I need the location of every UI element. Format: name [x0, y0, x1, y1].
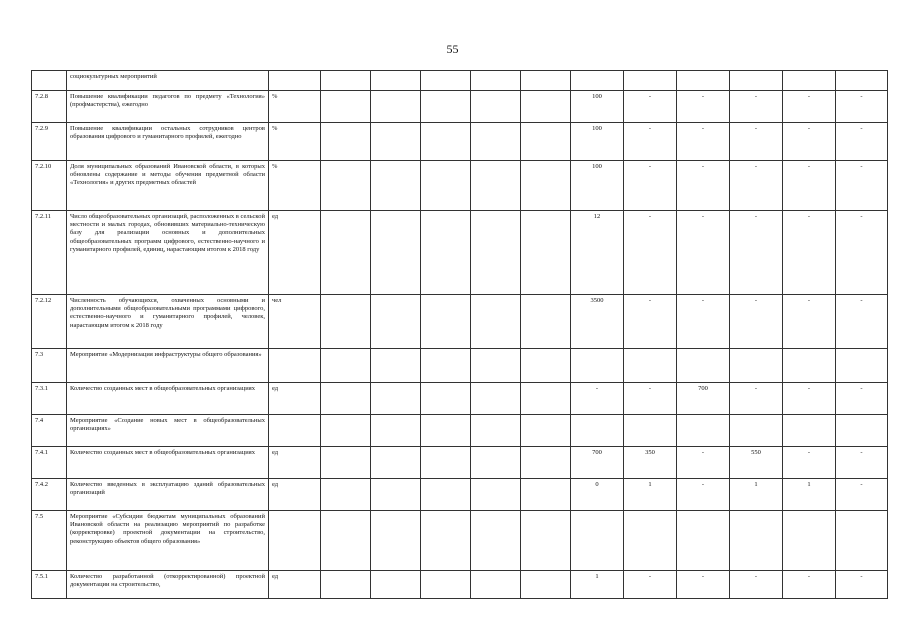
- empty-cell: [521, 571, 571, 599]
- row-value-cell: -: [836, 479, 888, 511]
- row-value-cell: -: [571, 383, 624, 415]
- empty-cell: [521, 161, 571, 211]
- empty-cell: [471, 415, 521, 447]
- empty-cell: [321, 447, 371, 479]
- empty-cell: [421, 349, 471, 383]
- row-code-cell: 7.3: [32, 349, 67, 383]
- empty-cell: [521, 123, 571, 161]
- row-value-cell: [624, 511, 677, 571]
- table-row: [32, 71, 888, 91]
- row-code-cell: 7.2.11: [32, 211, 67, 295]
- row-code-cell: 7.2.12: [32, 295, 67, 349]
- row-value-cell: -: [677, 571, 730, 599]
- empty-cell: [471, 161, 521, 211]
- row-unit-cell: ед: [269, 479, 321, 511]
- empty-cell: [421, 161, 471, 211]
- row-value-cell: 1: [571, 571, 624, 599]
- empty-cell: [471, 511, 521, 571]
- empty-cell: [471, 211, 521, 295]
- row-description-cell: социокультурных мероприятий: [67, 71, 269, 91]
- row-value-cell: 0: [571, 479, 624, 511]
- empty-cell: [321, 295, 371, 349]
- empty-cell: [521, 511, 571, 571]
- row-value-cell: -: [783, 123, 836, 161]
- empty-cell: [321, 91, 371, 123]
- row-value-cell: -: [624, 161, 677, 211]
- row-value-cell: 350: [624, 447, 677, 479]
- row-value-cell: -: [730, 383, 783, 415]
- row-value-cell: [783, 71, 836, 91]
- row-value-cell: [836, 71, 888, 91]
- row-code-cell: 7.2.10: [32, 161, 67, 211]
- row-value-cell: -: [836, 383, 888, 415]
- table-row: [32, 571, 888, 599]
- empty-cell: [371, 211, 421, 295]
- empty-cell: [371, 447, 421, 479]
- row-description-cell: Численность обучающихся, охваченных основными и дополнительными общеобразовательными программами цифрового, естественно-научного и гуманитарного профилей, человек, нарастающим итогом к 2018 году: [67, 295, 269, 349]
- table-row: [32, 383, 888, 415]
- row-unit-cell: ед: [269, 447, 321, 479]
- row-unit-cell: ед: [269, 383, 321, 415]
- empty-cell: [521, 295, 571, 349]
- row-value-cell: [677, 415, 730, 447]
- row-value-cell: -: [677, 295, 730, 349]
- empty-cell: [421, 479, 471, 511]
- empty-cell: [471, 71, 521, 91]
- empty-cell: [421, 415, 471, 447]
- row-value-cell: 100: [571, 91, 624, 123]
- row-description-cell: Повышение квалификации педагогов по предмету «Технология» (профмастерства), ежегодно: [67, 91, 269, 123]
- row-code-cell: 7.4.1: [32, 447, 67, 479]
- empty-cell: [321, 479, 371, 511]
- row-code-cell: 7.3.1: [32, 383, 67, 415]
- row-description-cell: Доля муниципальных образований Ивановской области, в которых обновлены содержание и методы обучения предметной области «Технология» и других предметных областей: [67, 161, 269, 211]
- row-description-cell: Количество введенных в эксплуатацию зданий образовательных организаций: [67, 479, 269, 511]
- row-value-cell: -: [677, 211, 730, 295]
- row-value-cell: -: [836, 123, 888, 161]
- empty-cell: [371, 91, 421, 123]
- row-value-cell: 100: [571, 161, 624, 211]
- row-code-cell: 7.2.8: [32, 91, 67, 123]
- row-unit-cell: %: [269, 123, 321, 161]
- row-value-cell: [624, 71, 677, 91]
- table-row: [32, 161, 888, 211]
- row-code-cell: 7.4.2: [32, 479, 67, 511]
- empty-cell: [471, 349, 521, 383]
- row-value-cell: -: [624, 295, 677, 349]
- row-value-cell: -: [783, 295, 836, 349]
- row-unit-cell: [269, 349, 321, 383]
- row-value-cell: -: [730, 211, 783, 295]
- row-unit-cell: [269, 415, 321, 447]
- row-value-cell: 700: [571, 447, 624, 479]
- row-unit-cell: [269, 71, 321, 91]
- empty-cell: [421, 91, 471, 123]
- table-row: [32, 479, 888, 511]
- row-value-cell: -: [677, 123, 730, 161]
- table-row: [32, 91, 888, 123]
- empty-cell: [471, 295, 521, 349]
- row-value-cell: [730, 511, 783, 571]
- row-value-cell: -: [730, 571, 783, 599]
- empty-cell: [471, 447, 521, 479]
- empty-cell: [371, 511, 421, 571]
- empty-cell: [521, 383, 571, 415]
- row-value-cell: 1: [624, 479, 677, 511]
- row-value-cell: [836, 349, 888, 383]
- row-unit-cell: ед: [269, 571, 321, 599]
- empty-cell: [321, 71, 371, 91]
- row-value-cell: [783, 511, 836, 571]
- row-value-cell: [783, 415, 836, 447]
- empty-cell: [371, 349, 421, 383]
- row-value-cell: -: [730, 91, 783, 123]
- row-description-cell: Повышение квалификации остальных сотрудников центров образования цифрового и гуманитарного профилей, ежегодно: [67, 123, 269, 161]
- table-row: [32, 295, 888, 349]
- empty-cell: [371, 571, 421, 599]
- row-value-cell: [571, 349, 624, 383]
- row-value-cell: 1: [783, 479, 836, 511]
- row-value-cell: -: [730, 295, 783, 349]
- row-value-cell: 550: [730, 447, 783, 479]
- table-row: [32, 211, 888, 295]
- row-value-cell: -: [624, 383, 677, 415]
- empty-cell: [421, 211, 471, 295]
- empty-cell: [421, 295, 471, 349]
- empty-cell: [421, 571, 471, 599]
- empty-cell: [371, 415, 421, 447]
- row-unit-cell: %: [269, 91, 321, 123]
- row-code-cell: 7.2.9: [32, 123, 67, 161]
- row-value-cell: [677, 71, 730, 91]
- empty-cell: [321, 211, 371, 295]
- row-value-cell: -: [783, 571, 836, 599]
- table-row: [32, 447, 888, 479]
- row-value-cell: -: [783, 447, 836, 479]
- empty-cell: [371, 295, 421, 349]
- empty-cell: [371, 383, 421, 415]
- empty-cell: [321, 511, 371, 571]
- row-value-cell: -: [783, 383, 836, 415]
- row-value-cell: -: [677, 479, 730, 511]
- row-value-cell: -: [836, 161, 888, 211]
- empty-cell: [321, 123, 371, 161]
- row-unit-cell: %: [269, 161, 321, 211]
- empty-cell: [371, 123, 421, 161]
- row-value-cell: -: [624, 571, 677, 599]
- row-value-cell: -: [677, 91, 730, 123]
- empty-cell: [471, 383, 521, 415]
- indicators-table: [31, 70, 888, 599]
- empty-cell: [421, 383, 471, 415]
- row-value-cell: [571, 511, 624, 571]
- row-value-cell: 12: [571, 211, 624, 295]
- row-value-cell: 3500: [571, 295, 624, 349]
- empty-cell: [421, 123, 471, 161]
- row-value-cell: -: [677, 161, 730, 211]
- empty-cell: [521, 349, 571, 383]
- row-value-cell: -: [730, 161, 783, 211]
- row-code-cell: 7.5.1: [32, 571, 67, 599]
- row-unit-cell: [269, 511, 321, 571]
- empty-cell: [521, 211, 571, 295]
- row-value-cell: -: [624, 123, 677, 161]
- empty-cell: [321, 383, 371, 415]
- row-value-cell: -: [783, 211, 836, 295]
- row-value-cell: -: [836, 211, 888, 295]
- row-value-cell: [783, 349, 836, 383]
- empty-cell: [471, 91, 521, 123]
- empty-cell: [471, 479, 521, 511]
- row-value-cell: [730, 415, 783, 447]
- row-description-cell: Мероприятие «Субсидии бюджетам муниципальных образований Ивановской области на реализацию мероприятий по разработке (корректировке) проектной документации на строительство, реконструкцию объектов общего образования»: [67, 511, 269, 571]
- row-value-cell: -: [836, 571, 888, 599]
- table-row: [32, 349, 888, 383]
- empty-cell: [321, 571, 371, 599]
- empty-cell: [371, 479, 421, 511]
- row-code-cell: [32, 71, 67, 91]
- row-value-cell: [730, 71, 783, 91]
- row-value-cell: [677, 349, 730, 383]
- empty-cell: [521, 479, 571, 511]
- row-unit-cell: чел: [269, 295, 321, 349]
- empty-cell: [321, 161, 371, 211]
- table-row: [32, 511, 888, 571]
- row-description-cell: Количество созданных мест в общеобразовательных организациях: [67, 447, 269, 479]
- row-code-cell: 7.4: [32, 415, 67, 447]
- row-value-cell: -: [836, 91, 888, 123]
- table-row: [32, 415, 888, 447]
- empty-cell: [321, 349, 371, 383]
- row-value-cell: -: [783, 161, 836, 211]
- row-unit-cell: ед: [269, 211, 321, 295]
- row-value-cell: -: [624, 91, 677, 123]
- row-value-cell: [677, 511, 730, 571]
- row-value-cell: [730, 349, 783, 383]
- empty-cell: [521, 71, 571, 91]
- row-value-cell: -: [836, 447, 888, 479]
- empty-cell: [521, 415, 571, 447]
- row-code-cell: 7.5: [32, 511, 67, 571]
- empty-cell: [321, 415, 371, 447]
- row-value-cell: [624, 415, 677, 447]
- row-value-cell: -: [836, 295, 888, 349]
- row-value-cell: [571, 415, 624, 447]
- row-value-cell: [836, 511, 888, 571]
- row-description-cell: Мероприятие «Создание новых мест в общеобразовательных организациях»: [67, 415, 269, 447]
- row-value-cell: -: [677, 447, 730, 479]
- row-description-cell: Количество созданных мест в общеобразовательных организациях: [67, 383, 269, 415]
- page-number: 55: [446, 42, 459, 56]
- row-value-cell: 100: [571, 123, 624, 161]
- row-value-cell: [624, 349, 677, 383]
- row-description-cell: Число общеобразовательных организаций, расположенных в сельской местности и малых городах, обновивших материально-техническую базу для реализации основных и дополнительных общеобразовательных программ цифрового, естественно-научного и гуманитарного профилей, единиц, нарастающим итогом к 2018 году: [67, 211, 269, 295]
- empty-cell: [371, 71, 421, 91]
- row-value-cell: 700: [677, 383, 730, 415]
- row-value-cell: 1: [730, 479, 783, 511]
- row-value-cell: [571, 71, 624, 91]
- empty-cell: [421, 71, 471, 91]
- empty-cell: [421, 511, 471, 571]
- row-value-cell: -: [783, 91, 836, 123]
- empty-cell: [471, 123, 521, 161]
- empty-cell: [471, 571, 521, 599]
- empty-cell: [521, 447, 571, 479]
- row-value-cell: -: [624, 211, 677, 295]
- empty-cell: [421, 447, 471, 479]
- empty-cell: [371, 161, 421, 211]
- row-description-cell: Мероприятие «Модернизация инфраструктуры общего образования»: [67, 349, 269, 383]
- empty-cell: [521, 91, 571, 123]
- row-value-cell: [836, 415, 888, 447]
- row-description-cell: Количество разработанной (откорректированной) проектной документации на строительство,: [67, 571, 269, 599]
- table-row: [32, 123, 888, 161]
- row-value-cell: -: [730, 123, 783, 161]
